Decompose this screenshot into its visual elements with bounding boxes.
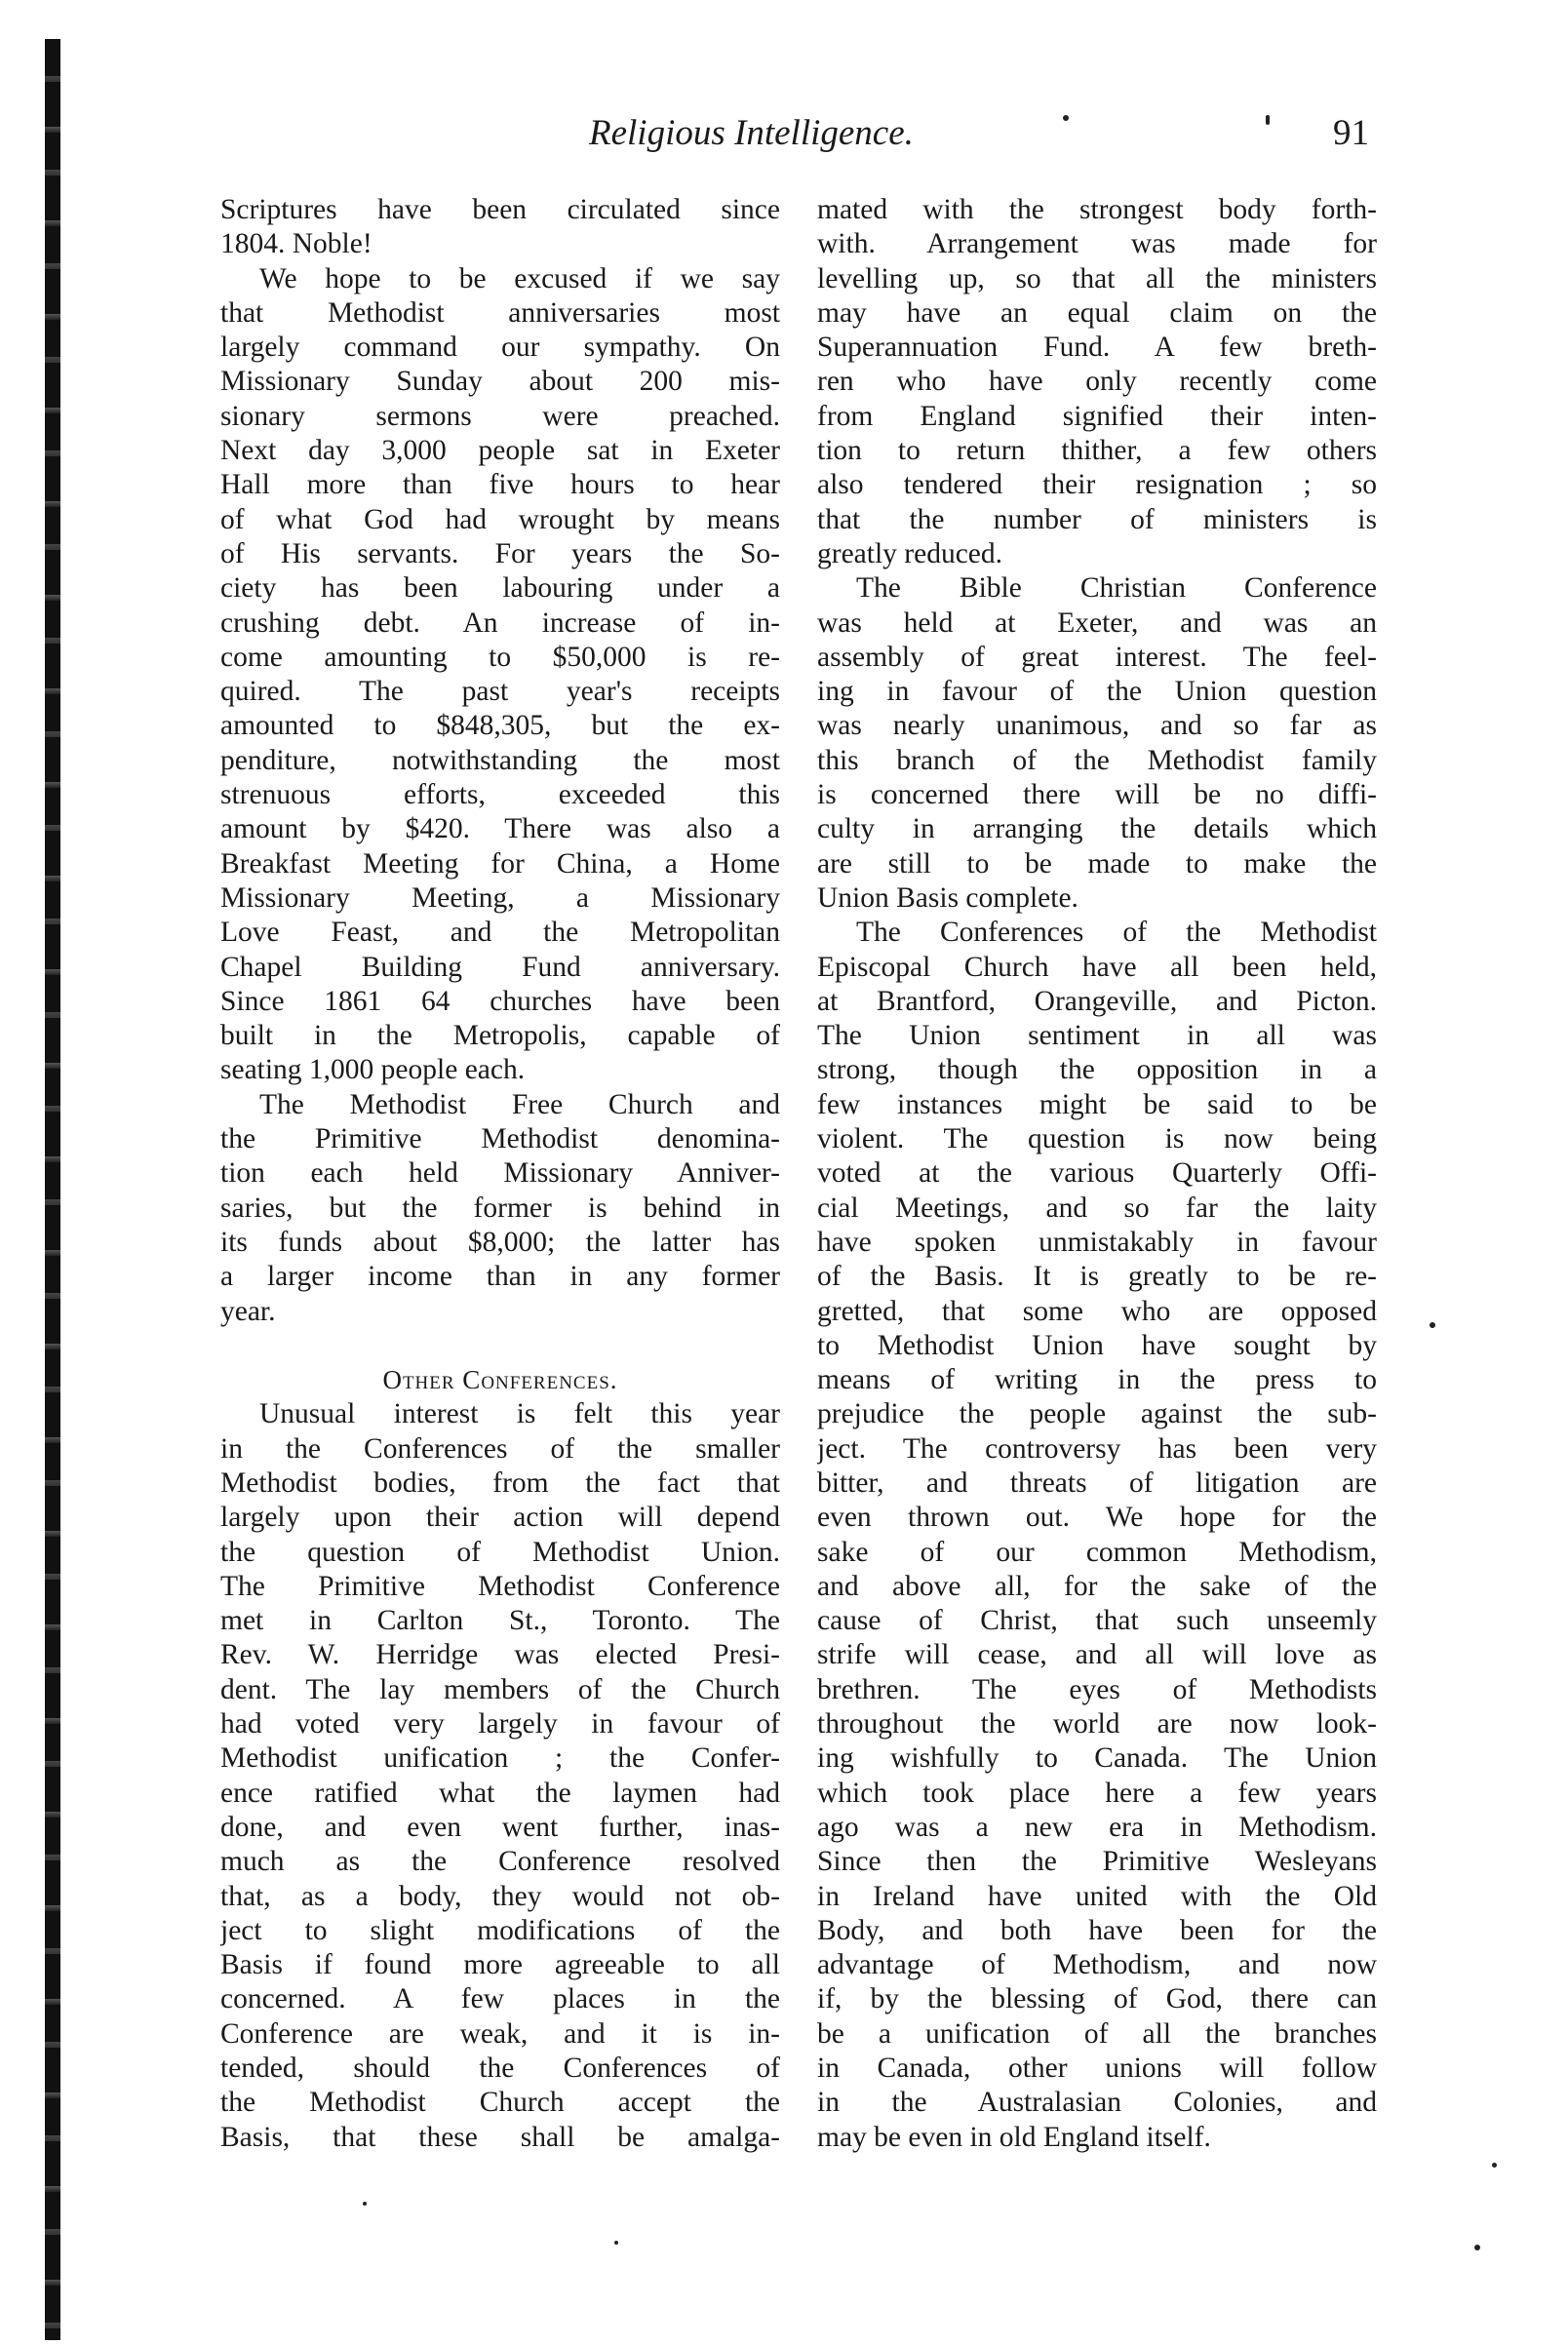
text-line: sionary sermons were preached. (220, 400, 780, 432)
page-number: 91 (1333, 113, 1369, 153)
text-line: Unusual interest is felt this year (259, 1398, 780, 1430)
text-line: of the Basis. It is greatly to be re- (817, 1261, 1377, 1293)
text-line: if, by the blessing of God, there can (817, 1983, 1377, 2015)
text-line: in the Australasian Colonies, and (817, 2087, 1377, 2119)
text-line: voted at the various Quarterly Offi- (817, 1157, 1377, 1190)
text-line: in Canada, other unions will follow (817, 2053, 1377, 2085)
binding-edge (45, 39, 60, 2340)
text-line: is concerned there will be no diffi- (817, 779, 1377, 811)
text-line: greatly reduced. (817, 537, 1003, 569)
text-line: Since then the Primitive Wesleyans (817, 1846, 1377, 1878)
text-line: that, as a body, they would not ob- (220, 1880, 780, 1912)
text-line: come amounting to $50,000 is re- (220, 641, 780, 673)
section-heading: Other Conferences. (382, 1365, 618, 1395)
text-line: prejudice the people against the sub- (817, 1398, 1377, 1430)
text-line: tion each held Missionary Anniver- (220, 1157, 780, 1190)
text-line: was nearly unanimous, and so far as (817, 710, 1377, 742)
running-title: Religious Intelligence. (589, 113, 914, 153)
text-line: strong, though the opposition in a (817, 1054, 1377, 1086)
text-line: strenuous efforts, exceeded this (220, 779, 780, 811)
text-line: advantage of Methodism, and now (817, 1949, 1377, 1981)
text-line: Basis if found more agreeable to all (220, 1949, 780, 1981)
text-line: ciety has been labouring under a (220, 572, 780, 605)
text-line: assembly of great interest. The feel- (817, 641, 1377, 673)
text-line: built in the Metropolis, capable of (220, 1020, 780, 1052)
right-column (817, 193, 1377, 2155)
text-line: had voted very largely in favour of (220, 1708, 780, 1740)
text-line: ago was a new era in Methodism. (817, 1811, 1377, 1843)
text-line: which took place here a few years (817, 1777, 1377, 1809)
text-line: its funds about $8,000; the latter has (220, 1226, 780, 1258)
text-line: met in Carlton St., Toronto. The (220, 1605, 780, 1637)
text-line: be a unification of all the branches (817, 2017, 1377, 2050)
text-line: that the number of ministers is (817, 503, 1377, 535)
text-line: ject. The controversy has been very (817, 1432, 1377, 1465)
print-speck (614, 2241, 618, 2245)
text-line: The Bible Christian Conference (856, 572, 1377, 605)
text-line: sake of our common Methodism, (817, 1536, 1377, 1568)
print-speck (363, 2202, 367, 2206)
text-line: are still to be made to make the (817, 847, 1377, 880)
text-line: in the Conferences of the smaller (220, 1432, 780, 1465)
text-line: much as the Conference resolved (220, 1846, 780, 1878)
text-line: to Methodist Union have sought by (817, 1329, 1377, 1361)
text-line: dent. The lay members of the Church (220, 1673, 780, 1705)
text-line: year. (220, 1295, 276, 1327)
text-line: may have an equal claim on the (817, 296, 1377, 329)
text-line: of His servants. For years the So- (220, 537, 780, 569)
text-line: ence ratified what the laymen had (220, 1777, 780, 1809)
text-line: quired. The past year's receipts (220, 676, 780, 708)
text-line: Missionary Meeting, a Missionary (220, 881, 780, 914)
text-line: the question of Methodist Union. (220, 1536, 780, 1568)
text-line: few instances might be said to be (817, 1088, 1377, 1120)
text-line: concerned. A few places in the (220, 1983, 780, 2015)
text-line: Rev. W. Herridge was elected Presi- (220, 1639, 780, 1671)
text-line: done, and even went further, inas- (220, 1811, 780, 1843)
text-line: the Methodist Church accept the (220, 2087, 780, 2119)
print-speck (1474, 2245, 1480, 2250)
text-line: penditure, notwithstanding the most (220, 744, 780, 776)
text-line: seating 1,000 people each. (220, 1054, 526, 1086)
text-line: levelling up, so that all the ministers (817, 262, 1377, 294)
text-line: The Union sentiment in all was (817, 1020, 1377, 1052)
text-line: saries, but the former is behind in (220, 1192, 780, 1224)
text-line: and above all, for the sake of the (817, 1570, 1377, 1602)
text-line: the Primitive Methodist denomina- (220, 1123, 780, 1155)
text-line: Union Basis complete. (817, 881, 1078, 914)
text-line: ject to slight modifications of the (220, 1914, 780, 1946)
text-line: mated with the strongest body forth- (817, 194, 1377, 225)
text-line: Missionary Sunday about 200 mis- (220, 366, 780, 398)
text-line: bitter, and threats of litigation are (817, 1466, 1377, 1499)
running-header (589, 109, 1369, 158)
text-line: Breakfast Meeting for China, a Home (220, 847, 780, 880)
text-line: that Methodist anniversaries most (220, 296, 780, 329)
text-line: The Conferences of the Methodist (856, 917, 1377, 949)
text-line: crushing debt. An increase of in- (220, 606, 780, 639)
text-line: Since 1861 64 churches have been (220, 985, 780, 1017)
text-line: a larger income than in any former (220, 1261, 780, 1293)
text-line: Basis, that these shall be amalga- (220, 2121, 780, 2153)
text-line: Conference are weak, and it is in- (220, 2017, 780, 2050)
text-line: from England signified their inten- (817, 400, 1377, 432)
text-line: in Ireland have united with the Old (817, 1880, 1377, 1912)
text-line: largely upon their action will depend (220, 1502, 780, 1534)
text-line: brethren. The eyes of Methodists (817, 1673, 1377, 1705)
text-line: means of writing in the press to (817, 1364, 1377, 1396)
text-line: Scriptures have been circulated since (220, 194, 780, 225)
text-line: tended, should the Conferences of (220, 2053, 780, 2085)
text-line: throughout the world are now look- (817, 1708, 1377, 1740)
text-line: ren who have only recently come (817, 366, 1377, 398)
print-speck (1492, 2163, 1497, 2168)
text-line: Body, and both have been for the (817, 1914, 1377, 1946)
text-line: amounted to $848,305, but the ex- (220, 710, 780, 742)
text-line (220, 1329, 780, 1363)
text-line: Hall more than five hours to hear (220, 469, 780, 501)
text-line: gretted, that some who are opposed (817, 1295, 1377, 1327)
text-line: ing wishfully to Canada. The Union (817, 1742, 1377, 1775)
text-line: largely command our sympathy. On (220, 332, 780, 364)
text-line: may be even in old England itself. (817, 2121, 1211, 2153)
text-line: have spoken unmistakably in favour (817, 1226, 1377, 1258)
text-line: strife will cease, and all will love as (817, 1639, 1377, 1671)
text-line: even thrown out. We hope for the (817, 1502, 1377, 1534)
text-line: cause of Christ, that such unseemly (817, 1605, 1377, 1637)
text-line: with. Arrangement was made for (817, 228, 1377, 260)
left-column (220, 193, 780, 2155)
print-speck (1430, 1322, 1435, 1328)
text-line: culty in arranging the details which (817, 813, 1377, 845)
text-line: cial Meetings, and so far the laity (817, 1192, 1377, 1224)
text-line: 1804. Noble! (220, 228, 372, 260)
text-line: ing in favour of the Union question (817, 676, 1377, 708)
text-line: violent. The question is now being (817, 1123, 1377, 1155)
text-line: this branch of the Methodist family (817, 744, 1377, 776)
text-line: at Brantford, Orangeville, and Picton. (817, 985, 1377, 1017)
text-line: Love Feast, and the Metropolitan (220, 917, 780, 949)
text-line: was held at Exeter, and was an (817, 606, 1377, 639)
text-line: of what God had wrought by means (220, 503, 780, 535)
text-line: Next day 3,000 people sat in Exeter (220, 435, 780, 467)
text-line: Methodist unification ; the Confer- (220, 1742, 780, 1775)
text-line: The Primitive Methodist Conference (220, 1570, 780, 1602)
text-line: The Methodist Free Church and (259, 1088, 780, 1120)
text-line: tion to return thither, a few others (817, 435, 1377, 467)
text-line: amount by $420. There was also a (220, 813, 780, 845)
text-line: Chapel Building Fund anniversary. (220, 951, 780, 983)
text-line: also tendered their resignation ; so (817, 469, 1377, 501)
text-line: Episcopal Church have all been held, (817, 951, 1377, 983)
text-line: Methodist bodies, from the fact that (220, 1466, 780, 1499)
text-line: We hope to be excused if we say (259, 262, 780, 294)
text-line: Superannuation Fund. A few breth- (817, 332, 1377, 364)
